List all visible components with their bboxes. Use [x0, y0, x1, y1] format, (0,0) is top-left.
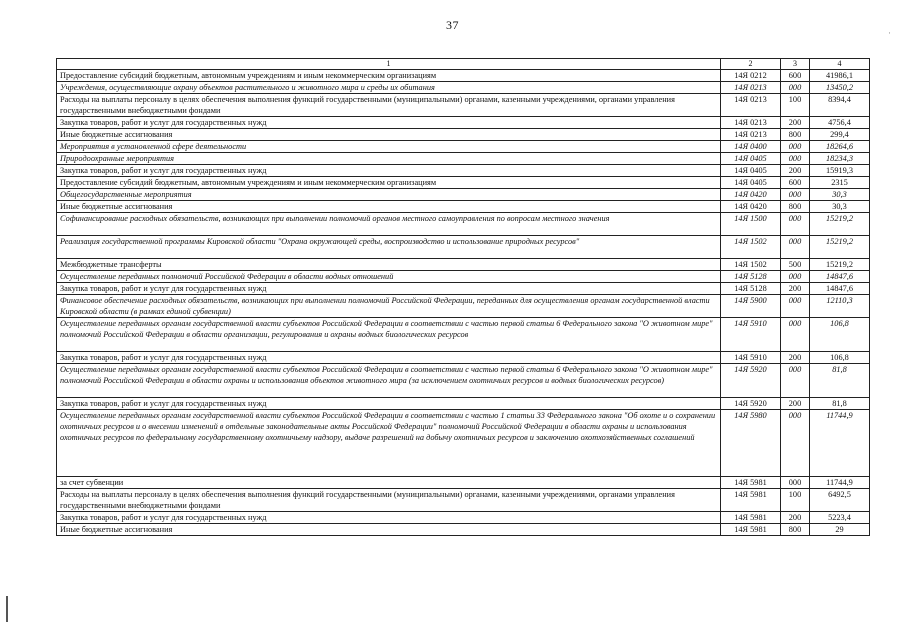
row-name-cell: Мероприятия в установленной сфере деятельности: [57, 141, 721, 153]
row-vr-cell: 500: [781, 259, 810, 271]
row-name-cell: Предоставление субсидий бюджетным, автономным учреждениям и иным некоммерческим организациям: [57, 177, 721, 189]
row-name-cell: Закупка товаров, работ и услуг для государственных нужд: [57, 117, 721, 129]
row-name-cell: Осуществление переданных органам государственной власти субъектов Российской Федерации в соответствии с частью 1 статьи 33 Федерального закона "Об охоте и о сохранении охотничьих ресурсов и о внесении изменений в отдельные законодательные акты Российской Федерации" полномочий Российской Федерации в области охраны и использования охотничьих ресурсов по федеральному государственному охотничьему надзору, выдаче разрешений на добычу охотничьих ресурсов и заключению охотхозяйственных соглашений: [57, 410, 721, 477]
row-sum-cell: 11744,9: [810, 477, 870, 489]
column-header-sum: 4: [810, 59, 870, 70]
row-csr-cell: 14Я 0213: [721, 129, 781, 141]
row-name-cell: Закупка товаров, работ и услуг для государственных нужд: [57, 352, 721, 364]
row-name-cell: за счет субвенции: [57, 477, 721, 489]
row-sum-cell: 12110,3: [810, 295, 870, 318]
table-row: [57, 189, 870, 201]
row-sum-cell: 6492,5: [810, 489, 870, 512]
row-vr-cell: 200: [781, 512, 810, 524]
column-header-vr: 3: [781, 59, 810, 70]
row-name-cell: Иные бюджетные ассигнования: [57, 524, 721, 536]
row-vr-cell: 000: [781, 318, 810, 352]
table-header-row: [57, 59, 870, 70]
row-sum-cell: 13450,2: [810, 82, 870, 94]
row-csr-cell: 14Я 0213: [721, 117, 781, 129]
row-vr-cell: 000: [781, 271, 810, 283]
row-vr-cell: 600: [781, 70, 810, 82]
table-row: [57, 352, 870, 364]
row-sum-cell: 5223,4: [810, 512, 870, 524]
row-csr-cell: 14Я 0405: [721, 165, 781, 177]
row-sum-cell: 14847,6: [810, 271, 870, 283]
row-vr-cell: 200: [781, 352, 810, 364]
row-name-cell: Закупка товаров, работ и услуг для государственных нужд: [57, 283, 721, 295]
row-name-cell: Осуществление переданных органам государственной власти субъектов Российской Федерации в соответствии с частью первой статьи 6 Федерального закона "О животном мире" полномочий Российской Федерации в области охраны и использования объектов животного мира (за исключением охотничьих ресурсов и водных биологических ресурсов): [57, 364, 721, 398]
row-csr-cell: 14Я 5920: [721, 364, 781, 398]
table-row: [57, 213, 870, 236]
table-row: [57, 477, 870, 489]
row-sum-cell: 29: [810, 524, 870, 536]
row-vr-cell: 000: [781, 141, 810, 153]
row-csr-cell: 14Я 5981: [721, 512, 781, 524]
row-csr-cell: 14Я 0405: [721, 153, 781, 165]
table-row: [57, 524, 870, 536]
row-csr-cell: 14Я 0212: [721, 70, 781, 82]
row-csr-cell: 14Я 5910: [721, 318, 781, 352]
table-row: [57, 318, 870, 352]
table-row: [57, 82, 870, 94]
row-name-cell: Финансовое обеспечение расходных обязательств, возникающих при выполнении полномочий Российской Федерации, переданных для осуществления органам государственной власти Кировской области (в рамках единой субвенции): [57, 295, 721, 318]
row-sum-cell: 15219,2: [810, 259, 870, 271]
table-row: [57, 295, 870, 318]
row-vr-cell: 000: [781, 153, 810, 165]
row-vr-cell: 000: [781, 82, 810, 94]
table-row: [57, 364, 870, 398]
row-csr-cell: 14Я 1500: [721, 213, 781, 236]
row-csr-cell: 14Я 0213: [721, 94, 781, 117]
row-vr-cell: 100: [781, 94, 810, 117]
row-vr-cell: 200: [781, 165, 810, 177]
row-csr-cell: 14Я 1502: [721, 259, 781, 271]
table-row: [57, 117, 870, 129]
table-row: [57, 236, 870, 259]
row-name-cell: Иные бюджетные ассигнования: [57, 201, 721, 213]
row-vr-cell: 600: [781, 177, 810, 189]
table-row: [57, 94, 870, 117]
row-csr-cell: 14Я 0420: [721, 189, 781, 201]
table-row: [57, 201, 870, 213]
row-sum-cell: 11744,9: [810, 410, 870, 477]
row-csr-cell: 14Я 5981: [721, 477, 781, 489]
row-name-cell: Закупка товаров, работ и услуг для государственных нужд: [57, 398, 721, 410]
row-name-cell: Иные бюджетные ассигнования: [57, 129, 721, 141]
row-vr-cell: 000: [781, 295, 810, 318]
table-row: [57, 271, 870, 283]
row-vr-cell: 800: [781, 524, 810, 536]
budget-table: [56, 58, 870, 536]
row-csr-cell: 14Я 5128: [721, 271, 781, 283]
row-csr-cell: 14Я 0400: [721, 141, 781, 153]
row-sum-cell: 14847,6: [810, 283, 870, 295]
table-row: [57, 259, 870, 271]
row-name-cell: Софинансирование расходных обязательств, возникающих при выполнении полномочий органов местного самоуправления по вопросам местного значения: [57, 213, 721, 236]
row-vr-cell: 200: [781, 398, 810, 410]
row-sum-cell: 18264,6: [810, 141, 870, 153]
row-vr-cell: 000: [781, 477, 810, 489]
table-row: [57, 141, 870, 153]
table-row: [57, 489, 870, 512]
budget-table-body: [57, 59, 870, 536]
row-sum-cell: 299,4: [810, 129, 870, 141]
row-csr-cell: 14Я 5920: [721, 398, 781, 410]
row-vr-cell: 000: [781, 410, 810, 477]
row-name-cell: Осуществление переданных органам государственной власти субъектов Российской Федерации в соответствии с частью первой статьи 6 Федерального закона "О животном мире" полномочий Российской Федерации в области организации, регулирования и охраны водных биологических ресурсов: [57, 318, 721, 352]
row-csr-cell: 14Я 1502: [721, 236, 781, 259]
row-csr-cell: 14Я 5910: [721, 352, 781, 364]
row-vr-cell: 000: [781, 364, 810, 398]
row-csr-cell: 14Я 0405: [721, 177, 781, 189]
page-number: 37: [446, 18, 459, 32]
row-vr-cell: 200: [781, 283, 810, 295]
row-sum-cell: 81,8: [810, 364, 870, 398]
table-row: [57, 153, 870, 165]
column-header-name: 1: [57, 59, 721, 70]
row-name-cell: Учреждения, осуществляющие охрану объектов растительного и животного мира и среды их обитания: [57, 82, 721, 94]
row-csr-cell: 14Я 0213: [721, 82, 781, 94]
table-row: [57, 398, 870, 410]
row-vr-cell: 000: [781, 189, 810, 201]
row-name-cell: Природоохранные мероприятия: [57, 153, 721, 165]
scan-speck: ·: [888, 28, 891, 38]
row-name-cell: Реализация государственной программы Кировской области "Охрана окружающей среды, воспроизводство и использование природных ресурсов": [57, 236, 721, 259]
row-vr-cell: 000: [781, 213, 810, 236]
row-sum-cell: 106,8: [810, 352, 870, 364]
row-sum-cell: 41986,1: [810, 70, 870, 82]
row-csr-cell: 14Я 5981: [721, 524, 781, 536]
row-sum-cell: 30,3: [810, 201, 870, 213]
row-name-cell: Закупка товаров, работ и услуг для государственных нужд: [57, 165, 721, 177]
row-csr-cell: 14Я 5128: [721, 283, 781, 295]
row-sum-cell: 8394,4: [810, 94, 870, 117]
row-csr-cell: 14Я 5900: [721, 295, 781, 318]
row-sum-cell: 4756,4: [810, 117, 870, 129]
row-vr-cell: 100: [781, 489, 810, 512]
row-name-cell: Закупка товаров, работ и услуг для государственных нужд: [57, 512, 721, 524]
row-sum-cell: 81,8: [810, 398, 870, 410]
row-sum-cell: 2315: [810, 177, 870, 189]
row-sum-cell: 15219,2: [810, 236, 870, 259]
table-row: [57, 177, 870, 189]
row-name-cell: Предоставление субсидий бюджетным, автономным учреждениям и иным некоммерческим организациям: [57, 70, 721, 82]
row-name-cell: Расходы на выплаты персоналу в целях обеспечения выполнения функций государственными (муниципальными) органами, казенными учреждениями, органами управления государственными внебюджетными фондами: [57, 489, 721, 512]
row-csr-cell: 14Я 5981: [721, 489, 781, 512]
table-row: [57, 283, 870, 295]
row-csr-cell: 14Я 5980: [721, 410, 781, 477]
row-name-cell: Осуществление переданных полномочий Российской Федерации в области водных отношений: [57, 271, 721, 283]
row-sum-cell: 106,8: [810, 318, 870, 352]
table-row: [57, 165, 870, 177]
row-vr-cell: 800: [781, 129, 810, 141]
row-vr-cell: 800: [781, 201, 810, 213]
row-name-cell: Расходы на выплаты персоналу в целях обеспечения выполнения функций государственными (муниципальными) органами, казенными учреждениями, органами управления государственными внебюджетными фондами: [57, 94, 721, 117]
row-vr-cell: 200: [781, 117, 810, 129]
row-name-cell: Межбюджетные трансферты: [57, 259, 721, 271]
row-sum-cell: 15219,2: [810, 213, 870, 236]
row-vr-cell: 000: [781, 236, 810, 259]
row-name-cell: Общегосударственные мероприятия: [57, 189, 721, 201]
table-row: [57, 410, 870, 477]
row-sum-cell: 18234,3: [810, 153, 870, 165]
column-header-csr: 2: [721, 59, 781, 70]
row-sum-cell: 30,3: [810, 189, 870, 201]
table-row: [57, 129, 870, 141]
table-row: [57, 512, 870, 524]
row-sum-cell: 15919,3: [810, 165, 870, 177]
row-csr-cell: 14Я 0420: [721, 201, 781, 213]
table-row: [57, 70, 870, 82]
scan-edge-mark: [6, 596, 8, 622]
